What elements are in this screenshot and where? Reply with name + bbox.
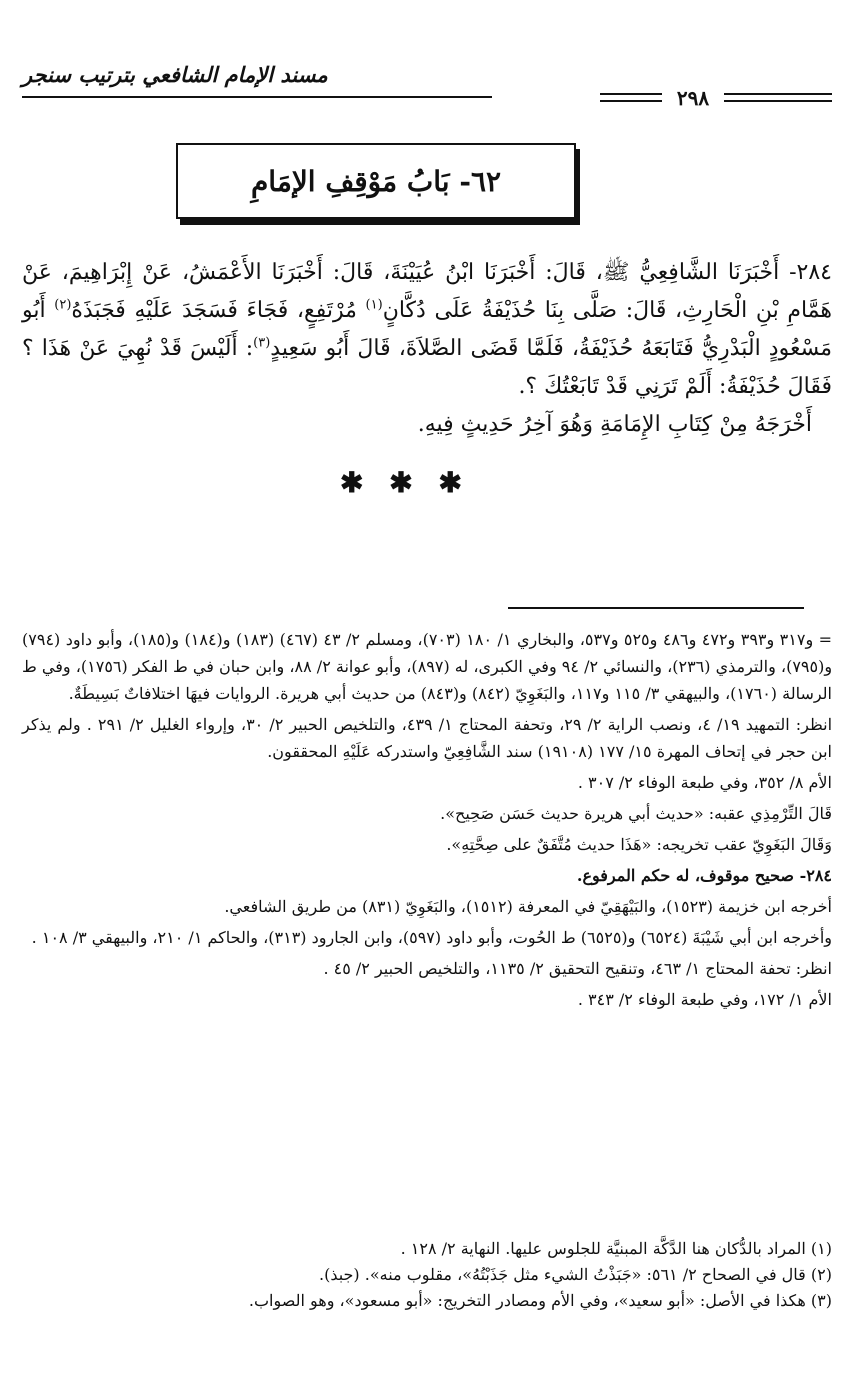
notes-block [22,626,832,1017]
chapter-title: ٦٢- بَابُ مَوْقِفِ الإمَامِ [250,164,502,198]
footnote-ref-1: (١) [365,297,383,313]
hadith-closing: أَخْرَجَهُ مِنْ كِتَابِ الإِمَامَةِ وَهُوَ آخِرُ حَدِيثٍ فِيهِ. [417,412,812,437]
header-rule [22,96,492,98]
page-number: ٢٩٨ [662,86,724,110]
note-item: انظر: تحفة المحتاج ١/ ٤٦٣، وتنقيح التحقيق ٢/ ١١٣٥، والتلخيص الحبير ٢/ ٤٥ . [323,959,832,978]
chapter-box [176,143,576,219]
footnotes-block [22,1236,832,1314]
footnote-1: (١) المراد بالدُّكان هنا الدَّكَّة المبنيَّة للجلوس عليها. النهاية ٢/ ١٢٨ . [400,1239,832,1258]
note-item-heading: ٢٨٤- صحيح موقوف، له حكم المرفوع. [576,866,832,885]
note-item: وأخرجه ابن أبي شَيْبَةَ (٦٥٢٤) و(٦٥٢٥) ط الحُوت، وأبو داود (٥٩٧)، وابن الجارود (٣١٣)، والحاكم ١/ ٢١٠، والبيهقي ٣/ ١٠٨ . [31,928,832,947]
note-item: أخرجه ابن خزيمة (١٥٢٣)، والبَيْهَقِيّ في المعرفة (١٥١٢)، والبَغَوِيّ (٨٣١) من طريق الشافعي. [224,897,832,916]
hadith-part-1: ٢٨٤- أَخْبَرَنَا الشَّافِعِيُّ ﷺ، قَالَ: أَخْبَرَنَا ابْنُ عُيَيْنَةَ، قَالَ: أَخْبَرَنَا الأَعْمَشُ، عَنْ إِبْرَاهِيمَ، عَنْ هَمَّامِ بْنِ الْحَارِثِ، قَالَ: صَلَّى بِنَا حُذَيْفَةُ عَلَى دُكَّانٍ [22,260,832,323]
note-item: قَالَ التِّرْمِذِي عقبه: «حديث أبي هريرة حديث حَسَن صَحِيح». [440,804,832,823]
footnote-2: (٢) قال في الصحاح ٢/ ٥٦١: «جَبَذْتُ الشيء مثل جَذَبْتُهُ»، مقلوب منه». (جبذ). [318,1265,832,1284]
hadith-paragraph [22,254,832,406]
hadith-part-3: أَبُو مَسْعُودٍ الْبَدْرِيُّ فَتَابَعَهُ حُذَيْفَةُ، فَلَمَّا قَضَى الصَّلاَةَ، قَالَ أَبُو سَعِيدٍ [22,298,832,361]
hadith-text [22,254,832,444]
footnote-ref-2: (٢) [54,297,72,313]
note-item: الأم ١/ ١٧٢، وفي طبعة الوفاء ٢/ ٣٤٣ . [577,990,832,1009]
note-item: انظر: التمهيد ١٩/ ٤، ونصب الراية ٢/ ٢٩، وتحفة المحتاج ١/ ٤٣٩، والتلخيص الحبير ٢/ ٣٠، وإرواء الغليل ٢/ ٢٩١ . ولم يذكر ابن حجر في إتحاف المهرة ١٥/ ١٧٧ (١٩١٠٨) سند الشَّافِعِيّ واستدركه عَلَيْهِ المحققون. [22,715,833,761]
note-item: وَقَالَ البَغَوِيّ عقب تخريجه: «هَذَا حديث مُتَّفَقٌ على صِحَّتِهِ». [446,835,832,854]
notes-rule [508,607,804,609]
footnote-3: (٣) هكذا في الأصل: «أبو سعيد»، وفي الأم ومصادر التخريج: «أبو مسعود»، وهو الصواب. [248,1291,832,1310]
section-separator: ✱ ✱ ✱ [340,466,470,499]
hadith-part-2: مُرْتَفِعٍ، فَجَاءَ فَسَجَدَ عَلَيْهِ فَجَبَذَهُ [71,298,366,323]
note-item: الأم ٨/ ٣٥٢، وفي طبعة الوفاء ٢/ ٣٠٧ . [577,773,832,792]
page-number-block [600,86,832,110]
footnote-ref-3: (٣) [253,335,271,351]
hadith-part-4: : أَلَيْسَ قَدْ نُهِيَ عَنْ هَذَا ؟ فَقَالَ حُذَيْفَةُ: أَلَمْ تَرَنِي قَدْ تَابَعْتُكَ ؟. [22,336,832,399]
running-title: مسند الإمام الشافعي بترتيب سنجر [22,62,328,87]
note-item: = و٣١٧ و٣٩٣ و٤٧٢ و٤٨٦ و٥٢٥ و٥٣٧، والبخاري ١/ ١٨٠ (٧٠٣)، ومسلم ٢/ ٤٣ (٤٦٧) (١٨٣) و(١٨٤) و(١٨٥)، وأبو داود (٧٩٤) و(٧٩٥)، والترمذي (٢٣٦)، والنسائي ٢/ ٩٤ وفي الكبرى، له (٨٩٧)، وأبو عوانة ٢/ ٨٨، وابن حبان في ط الفكر (١٧٥٦)، وفي ط الرسالة (١٧٦٠)، والبيهقي ٣/ ١١٥ و١١٧، والبَغَوِيّ (٨٤٢) و(٨٤٣) من حديث أبي هريرة. الروايات فيهَا اختلافاتٌ بَسِيطَةٌ. [22,630,833,703]
